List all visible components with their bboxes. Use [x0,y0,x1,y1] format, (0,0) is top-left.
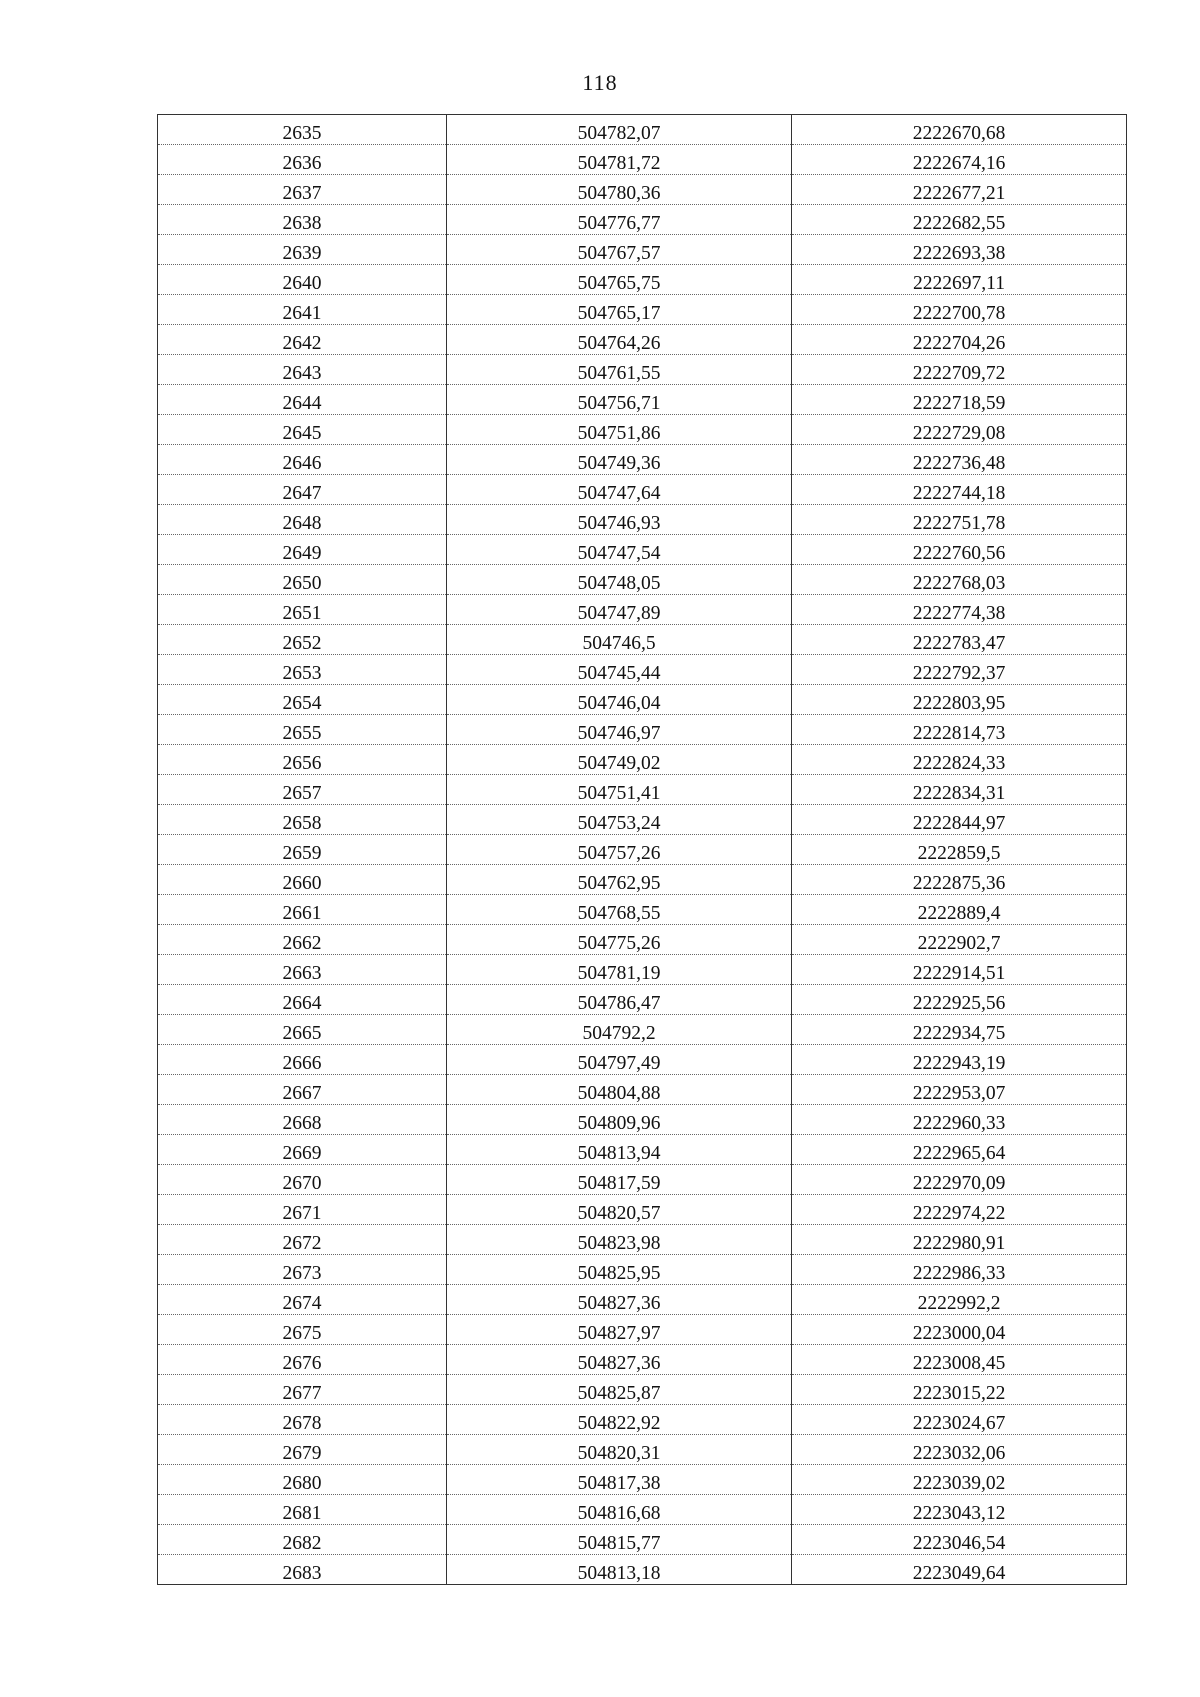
table-row [158,865,1127,895]
table-row [158,715,1127,745]
table-row [158,445,1127,475]
x-coordinate-cell: 504746,97 [447,715,792,745]
x-coordinate-cell: 504817,38 [447,1465,792,1495]
x-coordinate-cell: 504823,98 [447,1225,792,1255]
x-coordinate-cell: 504817,59 [447,1165,792,1195]
table-row [158,1015,1127,1045]
point-number-cell: 2637 [158,175,447,205]
point-number-cell: 2646 [158,445,447,475]
x-coordinate-cell: 504747,64 [447,475,792,505]
y-coordinate-cell: 2223000,04 [792,1315,1127,1345]
point-number-cell: 2665 [158,1015,447,1045]
point-number-cell: 2679 [158,1435,447,1465]
point-number-cell: 2669 [158,1135,447,1165]
x-coordinate-cell: 504747,89 [447,595,792,625]
y-coordinate-cell: 2223015,22 [792,1375,1127,1405]
table-row [158,1435,1127,1465]
x-coordinate-cell: 504815,77 [447,1525,792,1555]
x-coordinate-cell: 504749,36 [447,445,792,475]
y-coordinate-cell: 2223032,06 [792,1435,1127,1465]
table-row [158,1225,1127,1255]
x-coordinate-cell: 504756,71 [447,385,792,415]
x-coordinate-cell: 504822,92 [447,1405,792,1435]
table-row [158,1345,1127,1375]
y-coordinate-cell: 2222774,38 [792,595,1127,625]
point-number-cell: 2675 [158,1315,447,1345]
y-coordinate-cell: 2222729,08 [792,415,1127,445]
point-number-cell: 2666 [158,1045,447,1075]
table-row [158,1465,1127,1495]
table-row [158,355,1127,385]
point-number-cell: 2648 [158,505,447,535]
x-coordinate-cell: 504746,04 [447,685,792,715]
x-coordinate-cell: 504775,26 [447,925,792,955]
x-coordinate-cell: 504827,36 [447,1345,792,1375]
x-coordinate-cell: 504751,41 [447,775,792,805]
y-coordinate-cell: 2222768,03 [792,565,1127,595]
table-row [158,115,1127,145]
table-row [158,1105,1127,1135]
x-coordinate-cell: 504767,57 [447,235,792,265]
x-coordinate-cell: 504804,88 [447,1075,792,1105]
x-coordinate-cell: 504820,31 [447,1435,792,1465]
table-row [158,505,1127,535]
table-row [158,685,1127,715]
table-row [158,385,1127,415]
point-number-cell: 2647 [158,475,447,505]
y-coordinate-cell: 2222751,78 [792,505,1127,535]
y-coordinate-cell: 2222986,33 [792,1255,1127,1285]
y-coordinate-cell: 2222953,07 [792,1075,1127,1105]
point-number-cell: 2676 [158,1345,447,1375]
point-number-cell: 2643 [158,355,447,385]
x-coordinate-cell: 504765,17 [447,295,792,325]
point-number-cell: 2651 [158,595,447,625]
y-coordinate-cell: 2222902,7 [792,925,1127,955]
table-row [158,1285,1127,1315]
table-row [158,835,1127,865]
table-row [158,295,1127,325]
table-row [158,1555,1127,1585]
table-row [158,205,1127,235]
y-coordinate-cell: 2223024,67 [792,1405,1127,1435]
y-coordinate-cell: 2222682,55 [792,205,1127,235]
point-number-cell: 2660 [158,865,447,895]
x-coordinate-cell: 504751,86 [447,415,792,445]
y-coordinate-cell: 2222760,56 [792,535,1127,565]
table-row [158,415,1127,445]
point-number-cell: 2661 [158,895,447,925]
x-coordinate-cell: 504753,24 [447,805,792,835]
table-row [158,325,1127,355]
y-coordinate-cell: 2222709,72 [792,355,1127,385]
point-number-cell: 2654 [158,685,447,715]
point-number-cell: 2638 [158,205,447,235]
point-number-cell: 2674 [158,1285,447,1315]
y-coordinate-cell: 2222718,59 [792,385,1127,415]
y-coordinate-cell: 2222814,73 [792,715,1127,745]
x-coordinate-cell: 504813,18 [447,1555,792,1585]
y-coordinate-cell: 2222704,26 [792,325,1127,355]
y-coordinate-cell: 2222974,22 [792,1195,1127,1225]
x-coordinate-cell: 504809,96 [447,1105,792,1135]
point-number-cell: 2680 [158,1465,447,1495]
table-row [158,1525,1127,1555]
y-coordinate-cell: 2222693,38 [792,235,1127,265]
table-row [158,535,1127,565]
y-coordinate-cell: 2222844,97 [792,805,1127,835]
point-number-cell: 2642 [158,325,447,355]
point-number-cell: 2668 [158,1105,447,1135]
x-coordinate-cell: 504820,57 [447,1195,792,1225]
x-coordinate-cell: 504761,55 [447,355,792,385]
x-coordinate-cell: 504746,93 [447,505,792,535]
table-row [158,565,1127,595]
table-row [158,1315,1127,1345]
table-row [158,1075,1127,1105]
table-row [158,1495,1127,1525]
table-row [158,655,1127,685]
point-number-cell: 2645 [158,415,447,445]
x-coordinate-cell: 504745,44 [447,655,792,685]
point-number-cell: 2659 [158,835,447,865]
x-coordinate-cell: 504776,77 [447,205,792,235]
y-coordinate-cell: 2223049,64 [792,1555,1127,1585]
x-coordinate-cell: 504780,36 [447,175,792,205]
point-number-cell: 2672 [158,1225,447,1255]
y-coordinate-cell: 2222670,68 [792,115,1127,145]
x-coordinate-cell: 504827,97 [447,1315,792,1345]
table-row [158,925,1127,955]
x-coordinate-cell: 504825,87 [447,1375,792,1405]
point-number-cell: 2636 [158,145,447,175]
table-row [158,475,1127,505]
page-number: 118 [582,70,618,95]
point-number-cell: 2662 [158,925,447,955]
x-coordinate-cell: 504749,02 [447,745,792,775]
x-coordinate-cell: 504827,36 [447,1285,792,1315]
table-row [158,805,1127,835]
x-coordinate-cell: 504747,54 [447,535,792,565]
table-row [158,1255,1127,1285]
table-row [158,625,1127,655]
y-coordinate-cell: 2222934,75 [792,1015,1127,1045]
table-row [158,595,1127,625]
y-coordinate-cell: 2222992,2 [792,1285,1127,1315]
coordinates-table [157,114,1127,1585]
table-row [158,895,1127,925]
x-coordinate-cell: 504781,72 [447,145,792,175]
y-coordinate-cell: 2223008,45 [792,1345,1127,1375]
point-number-cell: 2644 [158,385,447,415]
point-number-cell: 2639 [158,235,447,265]
y-coordinate-cell: 2223039,02 [792,1465,1127,1495]
y-coordinate-cell: 2222914,51 [792,955,1127,985]
x-coordinate-cell: 504748,05 [447,565,792,595]
point-number-cell: 2653 [158,655,447,685]
y-coordinate-cell: 2222875,36 [792,865,1127,895]
point-number-cell: 2678 [158,1405,447,1435]
point-number-cell: 2677 [158,1375,447,1405]
x-coordinate-cell: 504781,19 [447,955,792,985]
x-coordinate-cell: 504797,49 [447,1045,792,1075]
table-row [158,985,1127,1015]
point-number-cell: 2663 [158,955,447,985]
point-number-cell: 2670 [158,1165,447,1195]
y-coordinate-cell: 2222970,09 [792,1165,1127,1195]
y-coordinate-cell: 2222744,18 [792,475,1127,505]
point-number-cell: 2635 [158,115,447,145]
table-row [158,145,1127,175]
x-coordinate-cell: 504762,95 [447,865,792,895]
coordinates-table-body [158,115,1127,1585]
y-coordinate-cell: 2222889,4 [792,895,1127,925]
table-row [158,775,1127,805]
point-number-cell: 2671 [158,1195,447,1225]
point-number-cell: 2649 [158,535,447,565]
y-coordinate-cell: 2222803,95 [792,685,1127,715]
y-coordinate-cell: 2222697,11 [792,265,1127,295]
y-coordinate-cell: 2222677,21 [792,175,1127,205]
table-row [158,235,1127,265]
point-number-cell: 2673 [158,1255,447,1285]
point-number-cell: 2683 [158,1555,447,1585]
y-coordinate-cell: 2222834,31 [792,775,1127,805]
point-number-cell: 2640 [158,265,447,295]
table-row [158,1405,1127,1435]
point-number-cell: 2650 [158,565,447,595]
table-row [158,1165,1127,1195]
x-coordinate-cell: 504765,75 [447,265,792,295]
x-coordinate-cell: 504757,26 [447,835,792,865]
y-coordinate-cell: 2222965,64 [792,1135,1127,1165]
table-row [158,1375,1127,1405]
x-coordinate-cell: 504782,07 [447,115,792,145]
table-row [158,955,1127,985]
y-coordinate-cell: 2222925,56 [792,985,1127,1015]
table-row [158,1135,1127,1165]
point-number-cell: 2652 [158,625,447,655]
point-number-cell: 2682 [158,1525,447,1555]
x-coordinate-cell: 504816,68 [447,1495,792,1525]
table-row [158,175,1127,205]
y-coordinate-cell: 2222792,37 [792,655,1127,685]
y-coordinate-cell: 2222943,19 [792,1045,1127,1075]
x-coordinate-cell: 504764,26 [447,325,792,355]
table-row [158,1195,1127,1225]
point-number-cell: 2641 [158,295,447,325]
point-number-cell: 2681 [158,1495,447,1525]
x-coordinate-cell: 504792,2 [447,1015,792,1045]
y-coordinate-cell: 2222736,48 [792,445,1127,475]
y-coordinate-cell: 2223043,12 [792,1495,1127,1525]
table-row [158,1045,1127,1075]
y-coordinate-cell: 2222824,33 [792,745,1127,775]
x-coordinate-cell: 504746,5 [447,625,792,655]
y-coordinate-cell: 2222960,33 [792,1105,1127,1135]
y-coordinate-cell: 2222783,47 [792,625,1127,655]
point-number-cell: 2657 [158,775,447,805]
x-coordinate-cell: 504768,55 [447,895,792,925]
point-number-cell: 2656 [158,745,447,775]
table-row [158,265,1127,295]
y-coordinate-cell: 2223046,54 [792,1525,1127,1555]
x-coordinate-cell: 504786,47 [447,985,792,1015]
x-coordinate-cell: 504825,95 [447,1255,792,1285]
y-coordinate-cell: 2222700,78 [792,295,1127,325]
point-number-cell: 2658 [158,805,447,835]
point-number-cell: 2664 [158,985,447,1015]
y-coordinate-cell: 2222859,5 [792,835,1127,865]
x-coordinate-cell: 504813,94 [447,1135,792,1165]
y-coordinate-cell: 2222980,91 [792,1225,1127,1255]
table-row [158,745,1127,775]
point-number-cell: 2667 [158,1075,447,1105]
y-coordinate-cell: 2222674,16 [792,145,1127,175]
point-number-cell: 2655 [158,715,447,745]
